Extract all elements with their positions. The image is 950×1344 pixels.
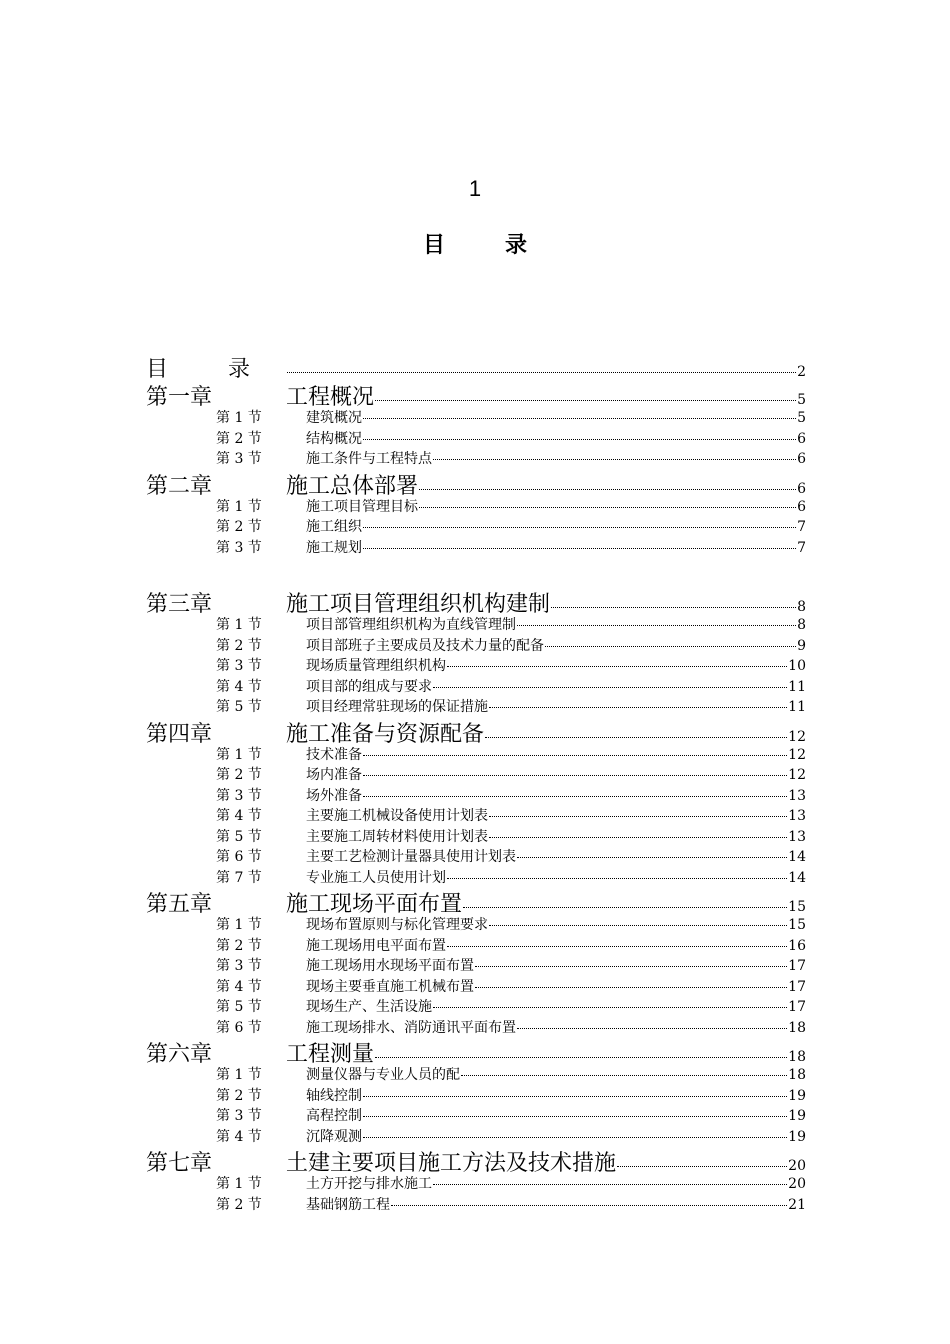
section-title: 高程控制: [306, 1108, 362, 1124]
section-title: 施工条件与工程特点: [306, 451, 432, 467]
toc-section-entry[interactable]: [146, 1126, 806, 1147]
toc-chapter-entry[interactable]: [146, 380, 806, 410]
toc-page-number: 18: [788, 1067, 806, 1083]
toc-section-entry[interactable]: [146, 496, 806, 517]
section-number: 第 4 节: [216, 678, 262, 695]
dot-leader: [433, 1184, 787, 1185]
toc-page-number: 11: [788, 678, 806, 695]
dot-leader: [375, 400, 796, 401]
section-title: 现场生产、生活设施: [306, 999, 432, 1015]
dot-leader: [363, 439, 796, 440]
section-number: 第 2 节: [216, 1087, 262, 1104]
dot-leader: [489, 816, 787, 817]
dot-leader: [363, 418, 796, 419]
toc-section-entry[interactable]: [146, 1194, 806, 1215]
toc-section-entry[interactable]: [146, 805, 806, 826]
chapter-number: 第一章: [146, 385, 213, 410]
dot-leader: [363, 775, 787, 776]
section-title: 项目部管理组织机构为直线管理制: [306, 617, 516, 633]
chapter-title: 施工项目管理组织机构建制: [286, 592, 551, 617]
dot-leader: [447, 666, 787, 667]
toc-page-number: 6: [797, 498, 806, 515]
dot-leader: [447, 946, 787, 947]
toc-entry-contents[interactable]: [146, 352, 806, 380]
toc-chapters: [146, 380, 806, 1214]
toc-section-entry[interactable]: [146, 537, 806, 558]
section-title: 主要工艺检测计量器具使用计划表: [306, 849, 516, 865]
dot-leader: [517, 1028, 787, 1029]
toc-page-number: 17: [788, 978, 806, 995]
section-number: 第 3 节: [216, 539, 262, 556]
chapter-number: 第七章: [146, 1151, 213, 1176]
section-title: 测量仪器与专业人员的配: [306, 1067, 460, 1083]
toc-page-number: 8: [797, 599, 806, 615]
dot-leader: [363, 755, 787, 756]
dot-leader: [363, 1096, 787, 1097]
dot-leader: [433, 459, 796, 460]
toc-page-number: 18: [788, 1019, 806, 1036]
toc-section-entry[interactable]: [146, 1085, 806, 1106]
toc-chapter-entry[interactable]: [146, 1037, 806, 1067]
toc-page-number: 15: [788, 899, 806, 915]
section-title: 施工现场排水、消防通讯平面布置: [306, 1019, 516, 1036]
toc-section-entry[interactable]: [146, 516, 806, 537]
toc-page-number: 10: [788, 658, 806, 674]
dot-leader: [485, 737, 787, 738]
toc-page-number: 2: [797, 364, 806, 380]
chapter-title: 施工现场平面布置: [286, 892, 463, 917]
chapter-title: 施工总体部署: [286, 473, 419, 499]
toc-page-number: 21: [788, 1196, 806, 1213]
toc-page-number: 20: [788, 1176, 806, 1192]
section-title: 轴线控制: [306, 1087, 362, 1104]
table-of-contents: [146, 352, 806, 1214]
section-title: 场外准备: [306, 787, 362, 804]
dot-leader: [517, 857, 787, 858]
toc-page-number: 18: [788, 1049, 806, 1065]
chapter-title: 工程测量: [286, 1042, 375, 1067]
toc-section-entry[interactable]: [146, 614, 806, 635]
toc-page-number: 9: [797, 637, 806, 654]
section-title: 技术准备: [306, 746, 362, 763]
dot-leader: [419, 489, 796, 490]
section-number: 第 6 节: [216, 849, 262, 865]
section-number: 第 4 节: [216, 1128, 262, 1145]
toc-page-number: 20: [788, 1158, 806, 1174]
section-number: 第 5 节: [216, 828, 262, 845]
dot-leader: [447, 878, 787, 879]
page-number: 1: [468, 176, 482, 201]
toc-page-number: 14: [788, 869, 806, 886]
toc-section-entry[interactable]: [146, 785, 806, 806]
toc-chapter-entry[interactable]: [146, 469, 806, 499]
section-number: 第 2 节: [216, 937, 262, 954]
toc-page-number: 13: [788, 787, 806, 804]
section-number: 第 3 节: [216, 451, 262, 467]
dot-leader: [433, 687, 787, 688]
toc-page-number: 5: [797, 410, 806, 426]
section-number: 第 2 节: [216, 767, 262, 783]
dot-leader: [433, 1007, 787, 1008]
dot-leader: [363, 1137, 787, 1138]
toc-page-number: 12: [788, 746, 806, 763]
section-number: 第 1 节: [216, 410, 262, 426]
dot-leader: [489, 925, 787, 926]
toc-page-number: 14: [788, 849, 806, 865]
chapter-number: 第五章: [146, 892, 213, 917]
section-title: 施工项目管理目标: [306, 498, 418, 515]
dot-leader: [375, 1057, 787, 1058]
section-number: 第 2 节: [216, 519, 262, 535]
dot-leader: [463, 907, 787, 908]
section-title: 土方开挖与排水施工: [306, 1176, 432, 1192]
toc-chapter-entry[interactable]: [146, 717, 806, 747]
section-title: 结构概况: [306, 430, 362, 447]
toc-page-number: 6: [797, 451, 806, 467]
toc-page-number: 15: [788, 917, 806, 933]
dot-leader: [617, 1166, 787, 1167]
section-title: 主要施工机械设备使用计划表: [306, 808, 488, 824]
section-title: 项目部班子主要成员及技术力量的配备: [306, 637, 544, 654]
dot-leader: [363, 1116, 787, 1117]
document-title: 目录: [422, 233, 587, 258]
section-title: 场内准备: [306, 767, 362, 783]
section-title: 专业施工人员使用计划: [306, 869, 446, 886]
toc-chapter-entry[interactable]: [146, 887, 806, 917]
section-number: 第 2 节: [216, 637, 262, 654]
dot-leader: [475, 966, 787, 967]
toc-section-entry[interactable]: [146, 976, 806, 997]
toc-page-number: 12: [788, 728, 806, 745]
dot-leader: [489, 707, 787, 708]
dot-leader: [363, 548, 796, 549]
toc-page-number: 17: [788, 958, 806, 974]
toc-section-entry[interactable]: [146, 428, 806, 449]
toc-page-number: 13: [788, 828, 806, 845]
dot-leader: [419, 507, 796, 508]
toc-page-number: 7: [797, 539, 806, 556]
section-number: 第 1 节: [216, 617, 262, 633]
section-number: 第 4 节: [216, 978, 262, 995]
section-number: 第 1 节: [216, 746, 262, 763]
section-number: 第 1 节: [216, 498, 262, 515]
dot-leader: [363, 527, 796, 528]
dot-leader: [545, 646, 796, 647]
toc-section-entry[interactable]: [146, 914, 806, 935]
toc-section-entry[interactable]: [146, 635, 806, 656]
toc-page-number: 16: [788, 937, 806, 954]
chapter-number: 第六章: [146, 1042, 213, 1067]
section-title: 沉降观测: [306, 1128, 362, 1145]
chapter-title: 土建主要项目施工方法及技术措施: [286, 1151, 617, 1176]
toc-page-number: 6: [797, 480, 806, 497]
dot-leader: [363, 796, 787, 797]
section-number: 第 3 节: [216, 958, 262, 974]
chapter-number: 第二章: [146, 473, 213, 499]
section-number: 第 3 节: [216, 787, 262, 804]
section-title: 建筑概况: [306, 410, 362, 426]
toc-page-number: 13: [788, 808, 806, 824]
section-title: 现场质量管理组织机构: [306, 658, 446, 674]
toc-page-number: 8: [797, 617, 806, 633]
section-title: 施工规划: [306, 539, 362, 556]
toc-page-number: 19: [788, 1128, 806, 1145]
toc-section-entry[interactable]: [146, 935, 806, 956]
section-title: 项目部的组成与要求: [306, 678, 432, 695]
section-number: 第 1 节: [216, 1067, 262, 1083]
toc-page-number: 17: [788, 999, 806, 1015]
toc-section-entry[interactable]: [146, 846, 806, 867]
section-title: 施工组织: [306, 519, 362, 535]
toc-section-entry[interactable]: [146, 996, 806, 1017]
toc-page-number: 11: [788, 699, 806, 715]
section-title: 现场布置原则与标化管理要求: [306, 917, 488, 933]
section-title: 项目经理常驻现场的保证措施: [306, 699, 488, 715]
section-number: 第 5 节: [216, 699, 262, 715]
toc-section-entry[interactable]: [146, 764, 806, 785]
section-number: 第 4 节: [216, 808, 262, 824]
section-number: 第 3 节: [216, 658, 262, 674]
section-title: 主要施工周转材料使用计划表: [306, 828, 488, 845]
toc-page-number: 6: [797, 430, 806, 447]
toc-section-entry[interactable]: [146, 696, 806, 717]
toc-chapter-entry[interactable]: [146, 587, 806, 617]
section-title: 现场主要垂直施工机械布置: [306, 978, 474, 995]
section-number: 第 1 节: [216, 1176, 262, 1192]
toc-section-entry[interactable]: [146, 826, 806, 847]
section-number: 第 1 节: [216, 917, 262, 933]
section-number: 第 2 节: [216, 1196, 262, 1213]
dot-leader: [551, 607, 796, 608]
section-number: 第 7 节: [216, 869, 262, 886]
toc-section-entry[interactable]: [146, 867, 806, 888]
section-number: 第 6 节: [216, 1019, 262, 1036]
dot-leader: [517, 625, 796, 626]
toc-section-entry[interactable]: [146, 448, 806, 469]
chapter-title: 工程概况: [286, 385, 375, 410]
chapter-number: 第三章: [146, 592, 213, 617]
toc-entry-label: 目录: [146, 357, 311, 382]
toc-section-entry[interactable]: [146, 655, 806, 676]
toc-page-number: 5: [797, 392, 806, 408]
section-number: 第 5 节: [216, 999, 262, 1015]
toc-section-entry[interactable]: [146, 407, 806, 428]
dot-leader: [287, 372, 796, 373]
section-title: 施工现场用电平面布置: [306, 937, 446, 954]
section-number: 第 2 节: [216, 430, 262, 447]
toc-section-entry[interactable]: [146, 1017, 806, 1038]
toc-chapter-entry[interactable]: [146, 1146, 806, 1176]
toc-page-number: 7: [797, 519, 806, 535]
dot-leader: [461, 1075, 787, 1076]
toc-page-number: 12: [788, 767, 806, 783]
section-title: 施工现场用水现场平面布置: [306, 958, 474, 974]
toc-section-entry[interactable]: [146, 1064, 806, 1085]
dot-leader: [391, 1205, 787, 1206]
section-number: 第 3 节: [216, 1108, 262, 1124]
dot-leader: [489, 837, 787, 838]
dot-leader: [475, 987, 787, 988]
section-title: 基础钢筋工程: [306, 1196, 390, 1213]
toc-section-entry[interactable]: [146, 955, 806, 976]
toc-page-number: 19: [788, 1108, 806, 1124]
chapter-title: 施工准备与资源配备: [286, 721, 485, 747]
toc-section-entry[interactable]: [146, 676, 806, 697]
toc-page-number: 19: [788, 1087, 806, 1104]
toc-section-entry[interactable]: [146, 1105, 806, 1126]
chapter-number: 第四章: [146, 721, 213, 747]
